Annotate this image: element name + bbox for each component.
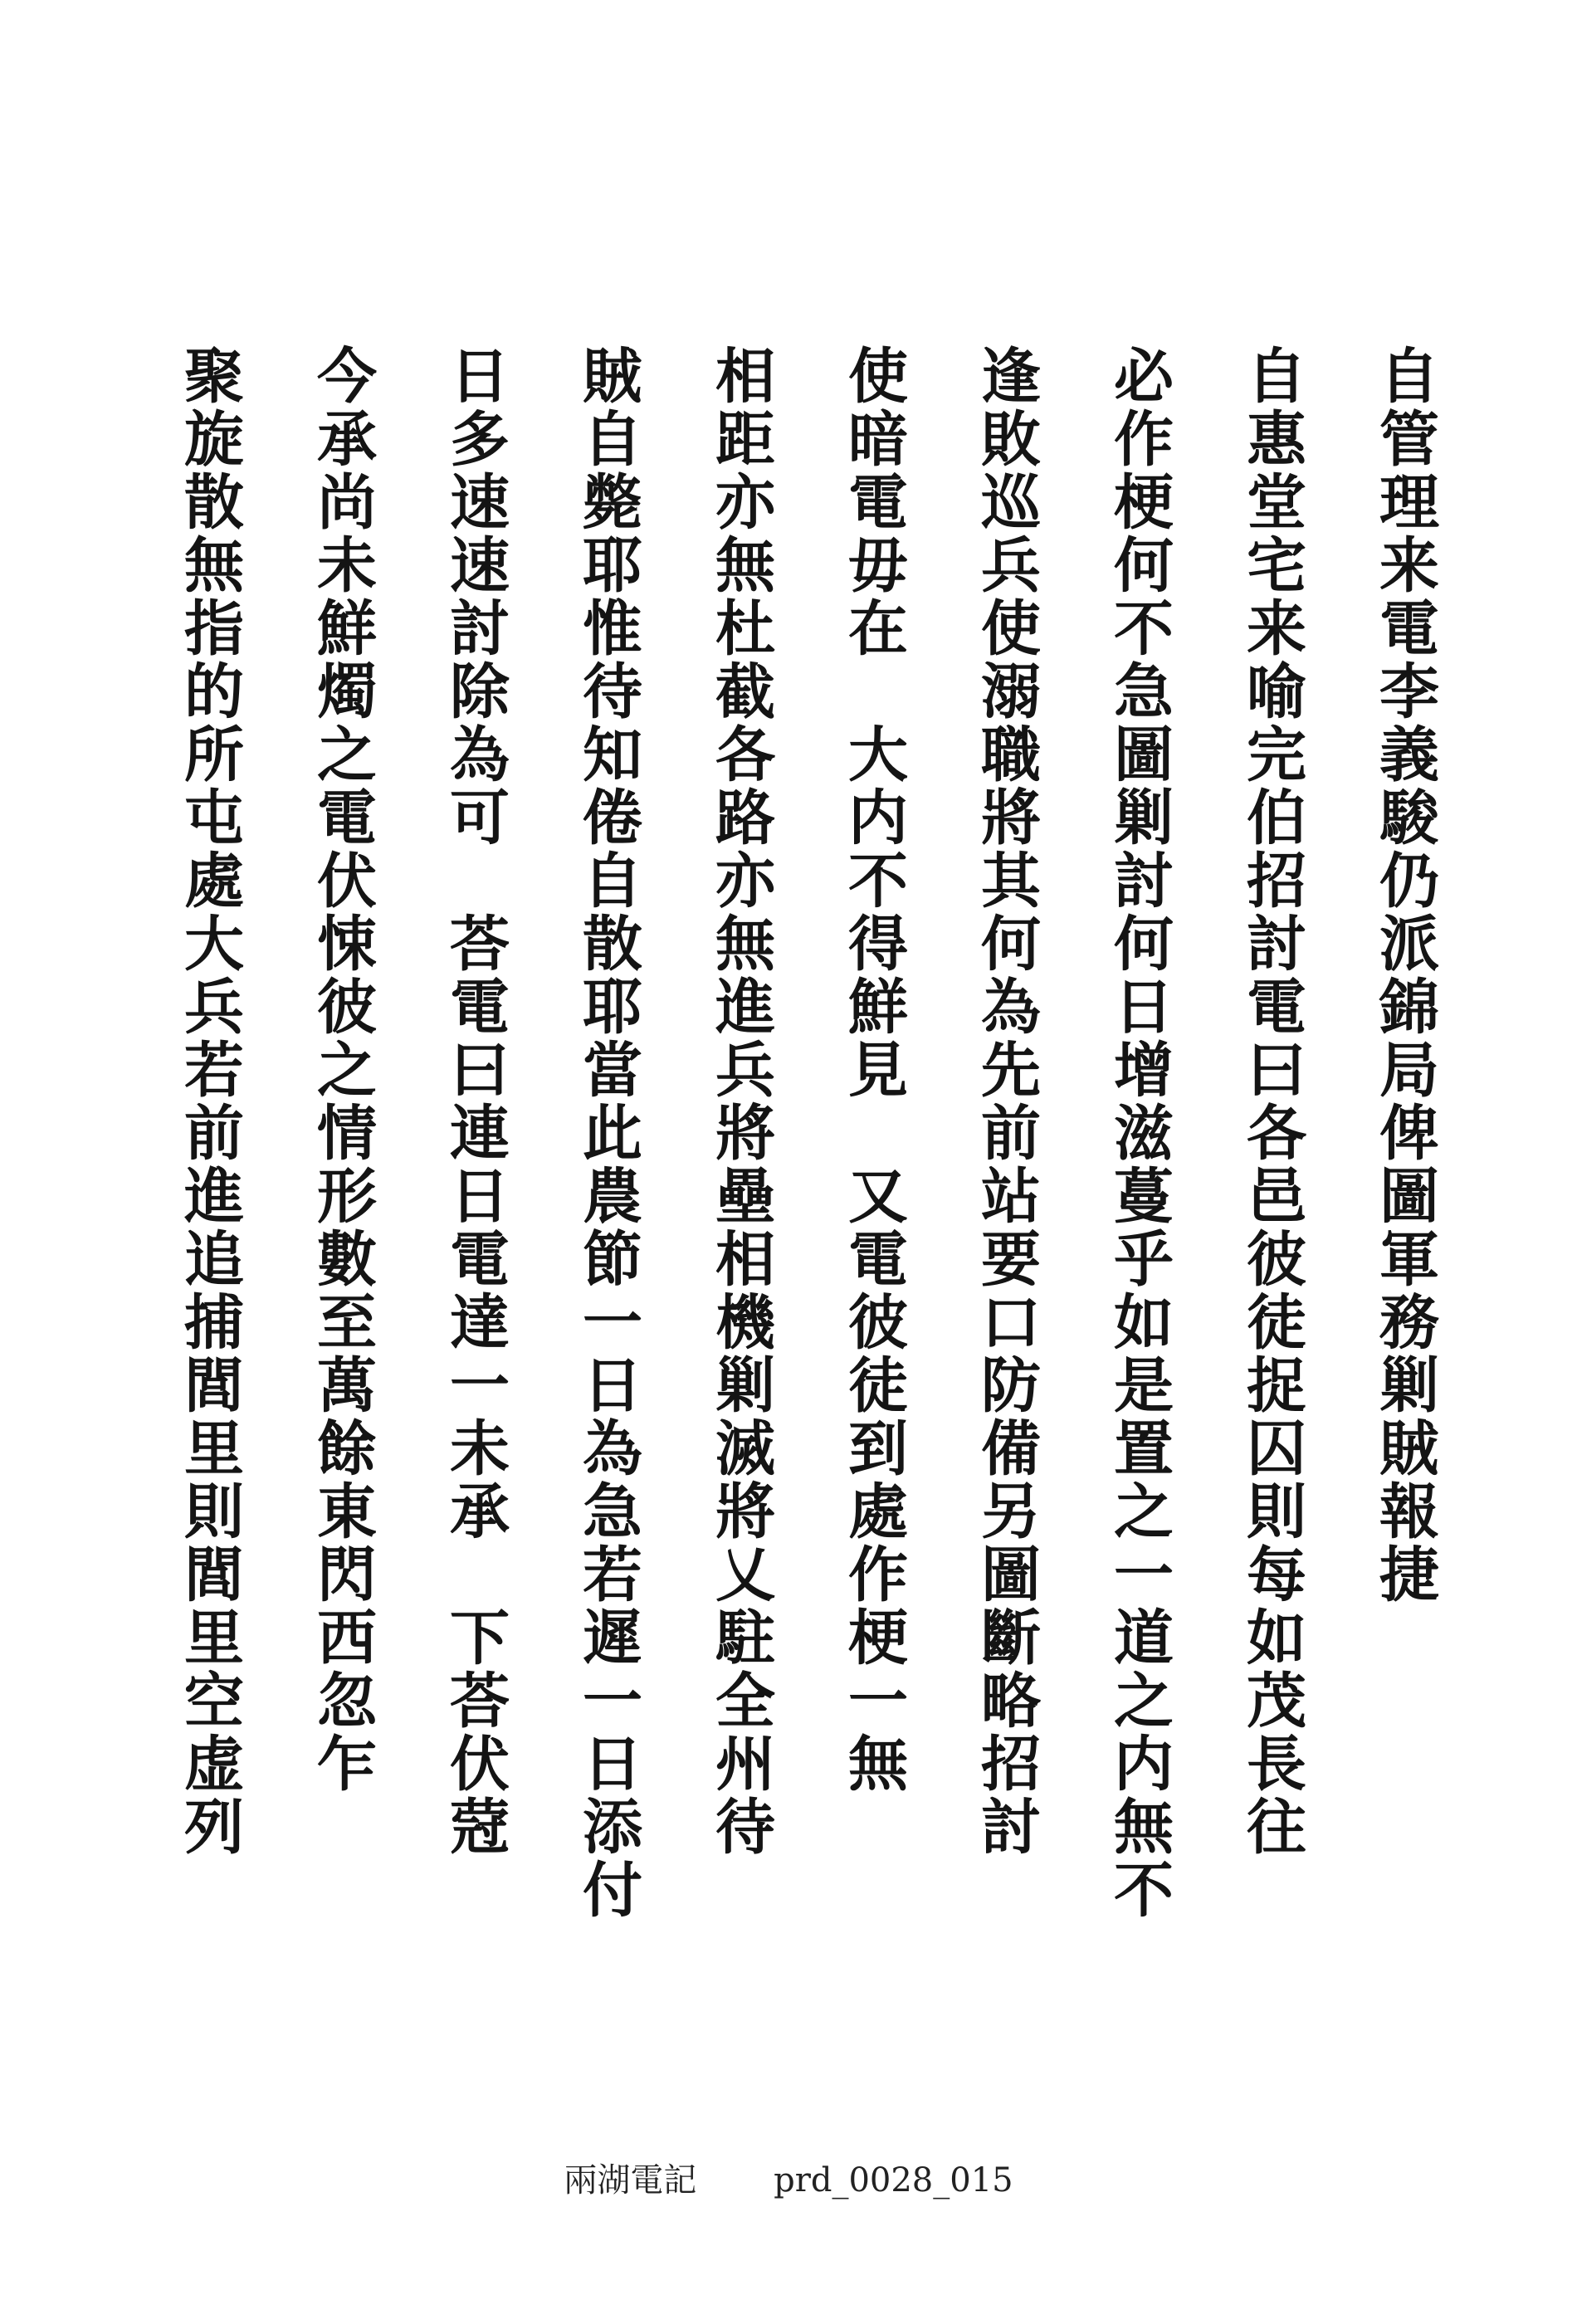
text-column-4: 逢敗巡兵使溺職將其何為先前站要口防備另圖斷略招討 xyxy=(971,344,1042,1858)
text-column-1: 自管理来電李義駿仍派錦局俾圖軍務剿賊報捷 xyxy=(1370,344,1440,1606)
text-column-2: 自惠堂宅来喻完伯招討電曰各邑彼徒捉囚則每如茂長往 xyxy=(1237,344,1307,1858)
text-column-3: 必作梗何不急圖剿討何日增滋蔓乎如是置之一道之内無不 xyxy=(1104,344,1174,1921)
page-footer xyxy=(0,2154,1577,2201)
text-column-10: 聚旋散無指的所屯處大兵若前進追捕閭里則閭里空虚列 xyxy=(174,344,245,1858)
text-column-9: 今承尚未鮮燭之電伏悚彼之情形數至萬餘東閃西忽乍 xyxy=(307,344,378,1795)
text-column-8: 日多速速討除為可 荅電曰連日電達一未承 下荅伏蒄 xyxy=(440,344,510,1858)
vertical-text-block xyxy=(174,344,1444,2071)
footer-title: 兩湖電記 xyxy=(564,2161,697,2200)
text-column-5: 使暗電毋在 大内不得鮮見 又電彼徒到處作梗一無 xyxy=(838,344,909,1795)
footer-page-id: prd_0028_015 xyxy=(774,2161,1013,2200)
text-column-6: 相距亦無杜截各路亦無進兵將壘相機剿滅將乂駐全州待 xyxy=(706,344,776,1858)
text-column-7: 賊自斃耶惟待知倦自散耶當此農節一日為急若遲一日添付 xyxy=(573,344,643,1921)
